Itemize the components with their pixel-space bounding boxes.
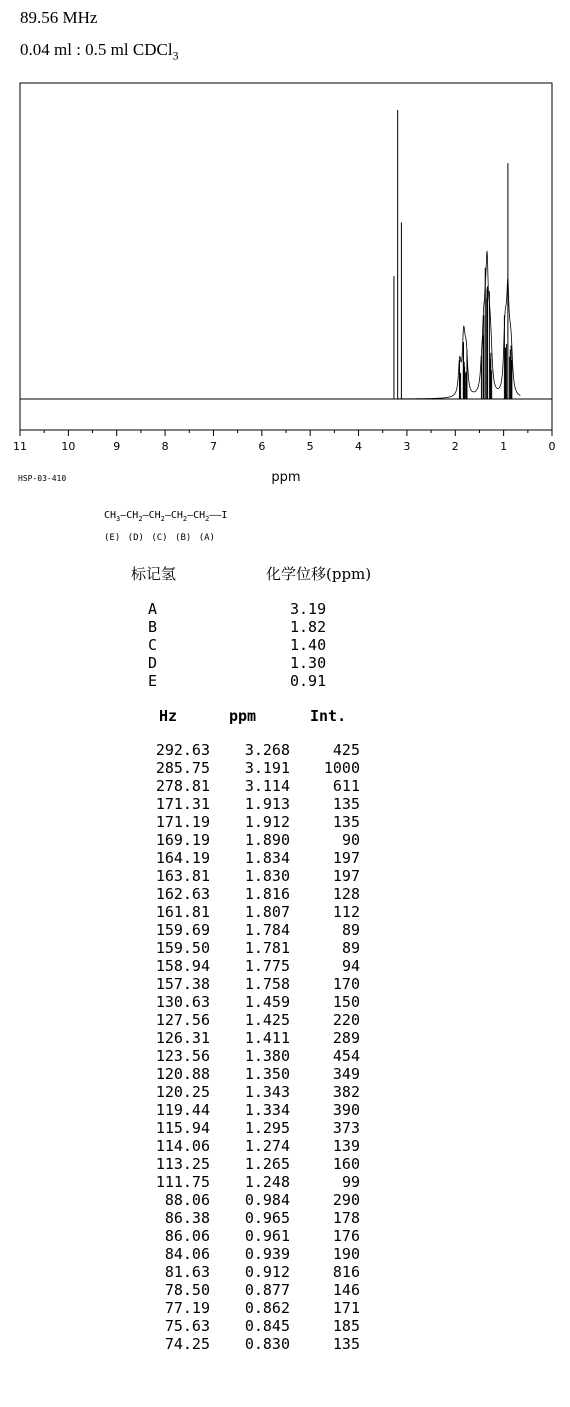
peak-ppm: 1.834 bbox=[244, 849, 290, 867]
solvent-text: 0.04 ml : 0.5 ml CDCl bbox=[20, 40, 173, 59]
peak-row bbox=[140, 903, 360, 921]
peak-hz: 123.56 bbox=[155, 1047, 210, 1065]
peak-ppm: 1.343 bbox=[244, 1083, 290, 1101]
peak-hz: 158.94 bbox=[155, 957, 210, 975]
peak-int: 611 bbox=[332, 777, 360, 795]
peak-hz: 130.63 bbox=[155, 993, 210, 1011]
peak-int: 289 bbox=[332, 1029, 360, 1047]
peak-ppm: 1.775 bbox=[244, 957, 290, 975]
peak-int: 171 bbox=[332, 1299, 360, 1317]
peak-hz: 126.31 bbox=[155, 1029, 210, 1047]
peak-hz: 75.63 bbox=[164, 1317, 210, 1335]
shift-row-label: D bbox=[148, 654, 158, 672]
struct-subscript: 2 bbox=[205, 515, 210, 523]
nmr-spectrum-chart bbox=[0, 70, 570, 500]
peak-ppm: 1.425 bbox=[244, 1011, 290, 1029]
peak-ppm: 0.830 bbox=[244, 1335, 290, 1353]
peak-hz: 114.06 bbox=[155, 1137, 210, 1155]
shift-row bbox=[148, 672, 326, 690]
peak-ppm: 1.350 bbox=[244, 1065, 290, 1083]
peak-ppm: 1.781 bbox=[244, 939, 290, 957]
peak-hz: 86.06 bbox=[164, 1227, 210, 1245]
multiplet-envelope bbox=[390, 252, 520, 399]
peak-ppm: 0.965 bbox=[244, 1209, 290, 1227]
peak-int: 816 bbox=[332, 1263, 360, 1281]
peak-int: 128 bbox=[332, 885, 360, 903]
struct-part: ——I bbox=[209, 510, 228, 521]
peak-hz: 159.50 bbox=[155, 939, 210, 957]
peak-int: 135 bbox=[332, 1335, 360, 1353]
x-tick-label: 3 bbox=[403, 440, 411, 453]
peak-ppm: 1.334 bbox=[244, 1101, 290, 1119]
peak-int: 176 bbox=[332, 1227, 360, 1245]
peak-int: 170 bbox=[332, 975, 360, 993]
peak-hz: 157.38 bbox=[155, 975, 210, 993]
peak-row bbox=[140, 975, 360, 993]
peak-int: 178 bbox=[332, 1209, 360, 1227]
peak-hz: 171.19 bbox=[155, 813, 210, 831]
peak-hz: 111.75 bbox=[155, 1173, 210, 1191]
peak-ppm: 1.295 bbox=[244, 1119, 290, 1137]
peak-ppm: 1.784 bbox=[244, 921, 290, 939]
shift-row-value: 1.82 bbox=[290, 618, 327, 636]
peak-row bbox=[140, 939, 360, 957]
peak-int: 190 bbox=[332, 1245, 360, 1263]
peak-ppm: 1.265 bbox=[244, 1155, 290, 1173]
peak-row bbox=[140, 1227, 360, 1245]
peak-int: 89 bbox=[341, 921, 360, 939]
peak-int: 454 bbox=[332, 1047, 360, 1065]
x-tick-label: 7 bbox=[209, 440, 217, 453]
peak-int: 139 bbox=[332, 1137, 360, 1155]
struct-part: —CH bbox=[120, 510, 139, 521]
peak-row bbox=[140, 795, 360, 813]
peak-ppm: 1.890 bbox=[244, 831, 290, 849]
peak-row bbox=[140, 921, 360, 939]
peak-int: 349 bbox=[332, 1065, 360, 1083]
peak-hz: 78.50 bbox=[164, 1281, 210, 1299]
peak-hz: 162.63 bbox=[155, 885, 210, 903]
peak-row bbox=[140, 1101, 360, 1119]
peak-row bbox=[140, 867, 360, 885]
peak-row bbox=[140, 1047, 360, 1065]
peak-ppm: 1.816 bbox=[244, 885, 290, 903]
peak-row bbox=[140, 1245, 360, 1263]
peak-int: 1000 bbox=[323, 759, 360, 777]
x-tick-label: 0 bbox=[548, 440, 556, 453]
peak-hz: 169.19 bbox=[155, 831, 210, 849]
shift-row-value: 1.40 bbox=[290, 636, 327, 654]
shift-row-label: C bbox=[148, 636, 158, 654]
peak-ppm: 3.114 bbox=[244, 777, 290, 795]
shift-row-label: A bbox=[148, 600, 158, 618]
peak-ppm: 0.912 bbox=[244, 1263, 290, 1281]
peak-ppm: 1.807 bbox=[244, 903, 290, 921]
struct-subscript: 3 bbox=[116, 515, 121, 523]
peak-hz: 86.38 bbox=[164, 1209, 210, 1227]
peak-int: 425 bbox=[332, 741, 360, 759]
peak-row bbox=[140, 993, 360, 1011]
peak-row bbox=[140, 1335, 360, 1353]
peak-hz: 163.81 bbox=[155, 867, 210, 885]
struct-subscript: 2 bbox=[138, 515, 143, 523]
shift-row-label: E bbox=[148, 672, 158, 690]
shift-row bbox=[148, 600, 326, 618]
peak-ppm: 0.877 bbox=[244, 1281, 290, 1299]
peak-row bbox=[140, 813, 360, 831]
peak-int: 135 bbox=[332, 813, 360, 831]
peak-row bbox=[140, 1281, 360, 1299]
peak-ppm: 1.913 bbox=[244, 795, 290, 813]
peak-hz: 88.06 bbox=[164, 1191, 210, 1209]
peak-row bbox=[140, 1299, 360, 1317]
peak-ppm: 3.191 bbox=[244, 759, 290, 777]
peak-row bbox=[140, 1029, 360, 1047]
struct-subscript: 2 bbox=[182, 515, 188, 523]
struct-part: —CH bbox=[187, 510, 206, 521]
peak-header-int: Int. bbox=[310, 707, 347, 725]
solvent-label bbox=[20, 40, 179, 63]
peak-header-ppm: ppm bbox=[229, 707, 257, 725]
peak-hz: 171.31 bbox=[155, 795, 210, 813]
peak-int: 89 bbox=[341, 939, 360, 957]
peak-ppm: 1.459 bbox=[244, 993, 290, 1011]
peak-hz: 161.81 bbox=[155, 903, 210, 921]
peak-row bbox=[140, 831, 360, 849]
peak-row bbox=[140, 1065, 360, 1083]
peak-row bbox=[140, 1083, 360, 1101]
struct-subscript: 2 bbox=[160, 515, 165, 523]
peak-hz: 278.81 bbox=[155, 777, 210, 795]
x-tick-label: 5 bbox=[306, 440, 314, 453]
peak-ppm: 0.862 bbox=[244, 1299, 290, 1317]
peak-hz: 113.25 bbox=[155, 1155, 210, 1173]
peak-row bbox=[140, 1209, 360, 1227]
peak-ppm: 1.380 bbox=[244, 1047, 290, 1065]
peak-hz: 127.56 bbox=[155, 1011, 210, 1029]
peak-int: 382 bbox=[332, 1083, 360, 1101]
peak-ppm: 0.845 bbox=[244, 1317, 290, 1335]
peak-row bbox=[140, 759, 360, 777]
peak-ppm: 1.830 bbox=[244, 867, 290, 885]
peak-hz: 164.19 bbox=[155, 849, 210, 867]
peak-int: 135 bbox=[332, 795, 360, 813]
solvent-subscript: 3 bbox=[172, 48, 179, 63]
peak-hz: 159.69 bbox=[155, 921, 210, 939]
plot-frame bbox=[20, 83, 552, 430]
peak-int: 220 bbox=[332, 1011, 360, 1029]
peak-int: 94 bbox=[341, 957, 360, 975]
peak-table bbox=[140, 741, 360, 1353]
peak-row bbox=[140, 741, 360, 759]
peak-hz: 74.25 bbox=[164, 1335, 210, 1353]
peak-row bbox=[140, 1119, 360, 1137]
peak-hz: 119.44 bbox=[155, 1101, 210, 1119]
peak-hz: 120.25 bbox=[155, 1083, 210, 1101]
x-tick-label: 6 bbox=[258, 440, 266, 453]
peak-int: 290 bbox=[332, 1191, 360, 1209]
frequency-label: 89.56 MHz bbox=[20, 8, 98, 27]
peak-hz: 115.94 bbox=[155, 1119, 210, 1137]
shift-row bbox=[148, 636, 326, 654]
x-tick-label: 2 bbox=[451, 440, 459, 453]
peak-int: 90 bbox=[341, 831, 360, 849]
shift-row-value: 0.91 bbox=[290, 672, 327, 690]
structure-labels: (E) (D) (C) (B) (A) bbox=[104, 533, 215, 543]
x-tick-label: 11 bbox=[13, 440, 27, 453]
peak-ppm: 3.268 bbox=[244, 741, 290, 759]
peak-hz: 84.06 bbox=[164, 1245, 210, 1263]
peak-int: 197 bbox=[332, 867, 360, 885]
shift-row bbox=[148, 654, 326, 672]
peak-ppm: 1.274 bbox=[244, 1137, 290, 1155]
shift-row bbox=[148, 618, 326, 636]
peak-row bbox=[140, 1011, 360, 1029]
shift-header-shift: 化学位移(ppm) bbox=[266, 565, 372, 583]
peak-row bbox=[140, 777, 360, 795]
x-tick-label: 9 bbox=[113, 440, 121, 453]
shift-row-label: B bbox=[148, 618, 158, 636]
peak-int: 160 bbox=[332, 1155, 360, 1173]
peak-hz: 292.63 bbox=[155, 741, 210, 759]
peak-row bbox=[140, 885, 360, 903]
peak-ppm: 0.939 bbox=[244, 1245, 290, 1263]
peak-hz: 77.19 bbox=[164, 1299, 210, 1317]
peak-ppm: 1.411 bbox=[244, 1029, 290, 1047]
shift-row-value: 1.30 bbox=[290, 654, 327, 672]
shift-table bbox=[148, 600, 326, 690]
peak-hz: 285.75 bbox=[155, 759, 210, 777]
x-tick-label: 8 bbox=[161, 440, 169, 453]
shift-row-value: 3.19 bbox=[290, 600, 327, 618]
peak-int: 373 bbox=[332, 1119, 360, 1137]
spectrum-code: HSP-03-410 bbox=[18, 474, 67, 483]
peak-ppm: 1.912 bbox=[244, 813, 290, 831]
peak-row bbox=[140, 1155, 360, 1173]
peak-ppm: 1.248 bbox=[244, 1173, 290, 1191]
x-axis-label: ppm bbox=[271, 470, 301, 485]
struct-part: —CH bbox=[142, 510, 161, 521]
x-tick-label: 1 bbox=[500, 440, 508, 453]
peak-row bbox=[140, 1263, 360, 1281]
peak-int: 185 bbox=[332, 1317, 360, 1335]
peak-row bbox=[140, 849, 360, 867]
x-tick-label: 10 bbox=[61, 440, 76, 453]
peak-ppm: 1.758 bbox=[244, 975, 290, 993]
peak-int: 197 bbox=[332, 849, 360, 867]
spectrum-peaks bbox=[390, 110, 520, 399]
peak-hz: 81.63 bbox=[164, 1263, 210, 1281]
peak-row bbox=[140, 1317, 360, 1335]
peak-int: 99 bbox=[341, 1173, 360, 1191]
peak-row bbox=[140, 957, 360, 975]
peak-ppm: 0.984 bbox=[244, 1191, 290, 1209]
x-tick-label: 4 bbox=[355, 440, 363, 453]
peak-int: 112 bbox=[332, 903, 360, 921]
peak-int: 390 bbox=[332, 1101, 360, 1119]
structure-formula bbox=[104, 510, 227, 523]
peak-ppm: 0.961 bbox=[244, 1227, 290, 1245]
peak-row bbox=[140, 1173, 360, 1191]
peak-row bbox=[140, 1191, 360, 1209]
shift-header-label: 标记氢 bbox=[131, 565, 177, 583]
peak-hz: 120.88 bbox=[155, 1065, 210, 1083]
struct-part: —CH bbox=[164, 510, 183, 521]
peak-int: 150 bbox=[332, 993, 360, 1011]
x-axis-ticks bbox=[13, 430, 556, 453]
peak-row bbox=[140, 1137, 360, 1155]
peak-header-hz: Hz bbox=[159, 707, 178, 725]
peak-int: 146 bbox=[332, 1281, 360, 1299]
struct-part: CH bbox=[104, 510, 117, 521]
